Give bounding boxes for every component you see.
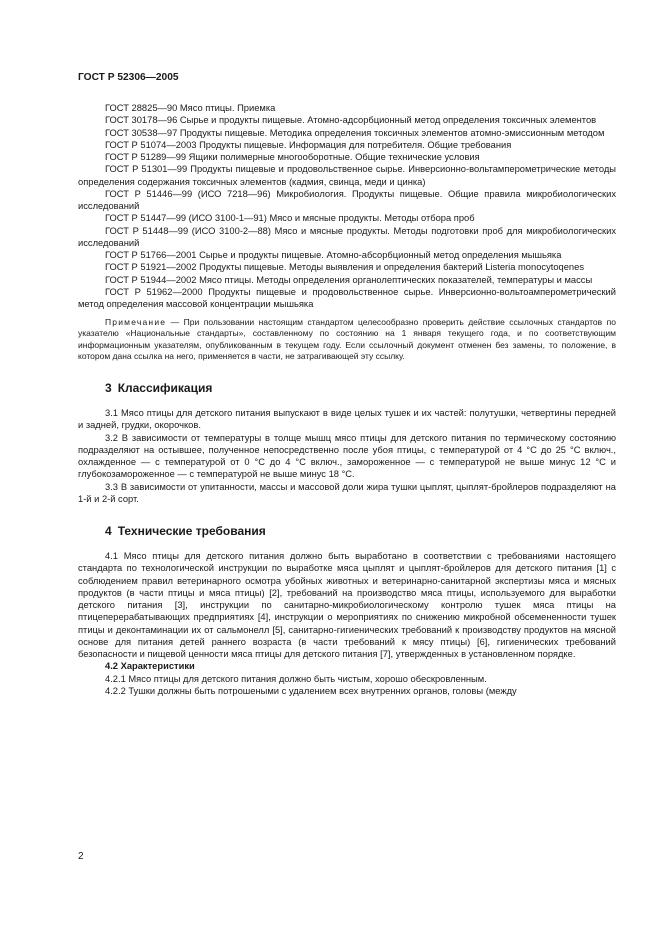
- page-number: 2: [78, 851, 84, 862]
- paragraph-3-3: 3.3 В зависимости от упитанности, массы и массовой доли жира тушки цыплят, цыплят-бройлеров подразделяют на 1-й и 2-й сорт.: [78, 481, 616, 504]
- section-number: 4: [105, 524, 112, 539]
- note-label: Примечание: [105, 317, 167, 328]
- reference-item: ГОСТ Р 51944—2002 Мясо птицы. Методы определения органолептических показателей, температуры и массы: [105, 274, 593, 285]
- references-list: [78, 102, 616, 310]
- section-3-heading: [78, 381, 616, 395]
- reference-item: ГОСТ 28825—90 Мясо птицы. Приемка: [105, 103, 276, 113]
- paragraph-4-2-2: 4.2.2 Тушки должны быть потрошеными с удалением всех внутренних органов, головы (между: [105, 685, 517, 696]
- section-number: 3: [105, 381, 112, 396]
- reference-item: ГОСТ Р 51446—99 (ИСО 7218—96) Микробиология. Продукты пищевые. Общие правила микробиологических исследований: [78, 188, 616, 211]
- reference-item: ГОСТ Р 51289—99 Ящики полимерные многооборотные. Общие технические условия: [105, 152, 480, 162]
- section-4-heading: [78, 524, 616, 538]
- section-title: Технические требования: [117, 524, 266, 539]
- reference-item: ГОСТ Р 51074—2003 Продукты пищевые. Информация для потребителя. Общие требования: [105, 139, 512, 150]
- paragraph-3-1: 3.1 Мясо птицы для детского питания выпускают в виде целых тушек и их частей: полутушки, четвертины передней и задней, грудки, окорочков.: [78, 408, 616, 431]
- reference-item: ГОСТ 30178—96 Сырье и продукты пищевые. Атомно-адсорбционный метод определения токсичных элементов: [105, 115, 597, 126]
- reference-item: ГОСТ Р 51921—2002 Продукты пищевые. Методы выявления и определения бактерий Listeria monocytoqenes: [105, 262, 584, 273]
- reference-item: ГОСТ Р 51447—99 (ИСО 3100-1—91) Мясо и мясные продукты. Методы отбора проб: [105, 213, 475, 224]
- note-text: — При пользовании настоящим стандартом целесообразно проверить действие ссылочных стандартов по указателю «Национальные стандарты», составленному по состоянию на 1 января текущего года, и по соответствующим информационным указателям, опубликованным в текущем году. Если ссылочный документ отменен без замены, то положение, в котором дана ссылка на него, применяется в части, не затрагивающей эту ссылку.: [78, 317, 616, 361]
- subsection-4-2-heading: 4.2 Характеристики: [105, 661, 195, 672]
- reference-item: ГОСТ Р 51448—99 (ИСО 3100-2—88) Мясо и мясные продукты. Методы подготовки проб для микробиологических исследований: [78, 225, 616, 248]
- document-header: ГОСТ Р 52306—2005: [78, 72, 179, 83]
- reference-item: ГОСТ Р 51962—2000 Продукты пищевые и продовольственное сырье. Инверсионно-вольтоамперометрический метод определения массовой концентрации мышьяка: [78, 286, 616, 309]
- document-page: [78, 72, 616, 697]
- paragraph-4-2-1: 4.2.1 Мясо птицы для детского питания должно быть чистым, хорошо обескровленным.: [105, 673, 487, 684]
- paragraph-4-1: 4.1 Мясо птицы для детского питания должно быть выработано в соответствии с требованиями настоящего стандарта по технологической инструкции по выработке мяса цыплят и цыплят-бройлеров для детского питания [1] с соблюдением правил ветеринарного осмотра убойных животных и ветеринарно-санитарной экспертизы мяса и мясных продуктов (в части птицы и мяса птицы) [2], требований на производство мяса птицы, используемого для выработки детского питания [3], инструкции по санитарно-микробиологическому контролю тушек мяса птицы на птицеперерабатывающих предприятиях [4], инструкции о мероприятиях по снижению микробной обсемененности тушек птицы и деконтаминации их от сальмонелл [5], санитарно-гигиенических требований к производству продуктов на мясной основе для питания детей раннего возраста (в части требований к мясу птицы) [6], гигиенических требований безопасности и пищевой ценности мяса птицы для детского питания [7], утвержденных в установленном порядке.: [78, 551, 616, 660]
- reference-item: ГОСТ Р 51766—2001 Сырье и продукты пищевые. Атомно-абсорбционный метод определения мышьяка: [105, 250, 562, 260]
- section-title: Классификация: [117, 381, 213, 396]
- paragraph-3-2: 3.2 В зависимости от температуры в толще мышц мясо птицы для детского питания по термическому состоянию подразделяют на остывшее, полученное непосредственно после убоя птицы, с температурой от 4 °С до 25 °С включ., охлажденное — с температурой от 0 °С до 4 °С включ., замороженное — с температурой не выше минус 12 °С и глубокозамороженное — с температурой не выше минус 18 °С.: [78, 432, 616, 480]
- reference-item: ГОСТ Р 51301—99 Продукты пищевые и продовольственное сырье. Инверсионно-вольтамперометрические методы определения содержания токсичных элементов (кадмия, свинца, меди и цинка): [78, 164, 616, 187]
- reference-item: ГОСТ 30538—97 Продукты пищевые. Методика определения токсичных элементов атомно-эмиссионным методом: [105, 127, 605, 138]
- note-paragraph: [78, 317, 616, 362]
